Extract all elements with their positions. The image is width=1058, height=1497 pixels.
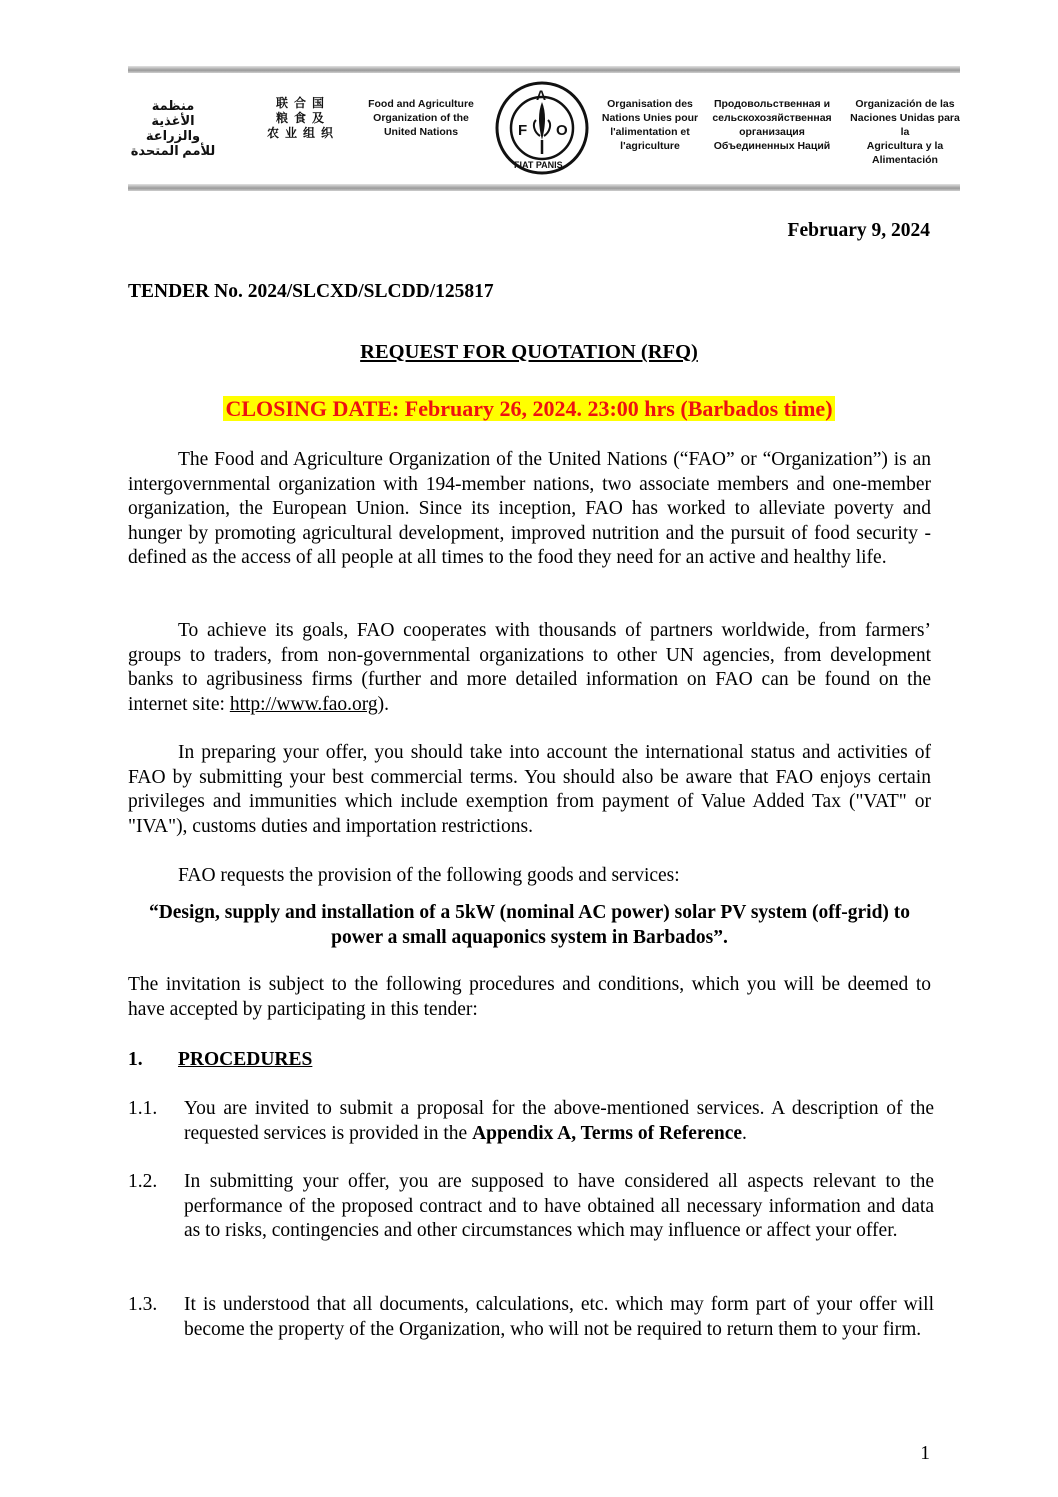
header-chinese-name: 联合国 粮食及 农业组织 (266, 96, 339, 140)
item-number-1-3: 1.3. (128, 1294, 158, 1315)
item-number-1-2: 1.2. (128, 1171, 158, 1192)
scope-statement: “Design, supply and installation of a 5kW (nominal AC power) solar PV system (off-grid) to power a small aquaponics system in Barbados”. (148, 902, 911, 948)
header-french-name: Organisation des Nations Unies pour l'alimentation et l'agriculture (601, 98, 699, 152)
logo-letter-f: F (518, 122, 528, 139)
header-top-rule (128, 66, 960, 73)
item-1-1-end: . (742, 1122, 747, 1144)
logo-motto: FIAT PANIS (514, 160, 563, 170)
header-arabic-name: منظمة الأغذية والزراعة للأمم المتحدة (130, 98, 216, 158)
item-text-1-2: In submitting your offer, you are supposed to have considered all aspects relevant to the performance of the proposed contract and to have obtained all necessary information and data as to risks, contingencies and other circumstances which may influence or affect your offer. (184, 1171, 934, 1241)
fao-logo (494, 80, 590, 176)
closing-date-text: CLOSING DATE: February 26, 2024. 23:00 hrs (Barbados time) (225, 396, 833, 421)
header-spanish-name: Organización de las Naciones Unidas para la Agricultura y la Alimentación (850, 98, 960, 166)
partners-paragraph (128, 619, 931, 717)
page-number: 1 (920, 1443, 930, 1464)
item-number-1-1: 1.1. (128, 1098, 158, 1119)
logo-letter-a: A (536, 87, 547, 103)
partners-text-end: ). (377, 693, 390, 715)
header-russian-name: Продовольственная и сельскохозяйственная организация Объединенных Наций (712, 98, 832, 152)
section-number: 1. (128, 1049, 143, 1070)
section-title: PROCEDURES (178, 1049, 313, 1070)
item-text-1-1 (184, 1097, 934, 1146)
header-bottom-rule (128, 184, 960, 191)
page-title: REQUEST FOR QUOTATION (RFQ) (360, 341, 698, 363)
closing-date-banner (0, 397, 1058, 424)
item-text-1-3: It is understood that all documents, calculations, etc. which may form part of your offer will become the property of the Organization, who will not be required to return them to your firm. (184, 1294, 934, 1340)
privileges-paragraph: In preparing your offer, you should take into account the international status and activities of FAO by submitting your best commercial terms. You should also be aware that FAO enjoys certain privileges and immunities which include exemption from payment of Value Added Tax ("VAT" or "IVA"), customs duties and importation restrictions. (128, 742, 931, 837)
header-english-name: Food and Agriculture Organization of the United Nations (368, 98, 474, 138)
tender-number: TENDER No. 2024/SLCXD/SLCDD/125817 (128, 281, 494, 302)
logo-letter-o: O (556, 122, 568, 139)
request-paragraph: FAO requests the provision of the following goods and services: (178, 865, 680, 886)
fao-website-link[interactable]: http://www.fao.org (229, 693, 378, 715)
document-date: February 9, 2024 (787, 220, 930, 241)
conditions-paragraph: The invitation is subject to the following procedures and conditions, which you will be deemed to have accepted by participating in this tender: (128, 974, 931, 1020)
intro-paragraph: The Food and Agriculture Organization of the United Nations (“FAO” or “Organization”) is an intergovernmental organization with 194-member nations, two associate members and one-member organization, the European Union. Since its inception, FAO has worked to alleviate poverty and hunger by promoting agricultural development, improved nutrition and the pursuit of food security - defined as the access of all people at all times to the food they need for an active and healthy life. (128, 449, 931, 568)
item-1-1-text: You are invited to submit a proposal for the above-mentioned services. A description of the requested services is provided in the (184, 1098, 934, 1144)
partners-text: To achieve its goals, FAO cooperates with thousands of partners worldwide, from farmers’ groups to traders, from non-governmental organizations to other UN agencies, from development banks to agribusiness firms (further and more detailed information on FAO can be found on the internet site: (128, 620, 931, 715)
appendix-reference: Appendix A, Terms of Reference (472, 1122, 743, 1144)
